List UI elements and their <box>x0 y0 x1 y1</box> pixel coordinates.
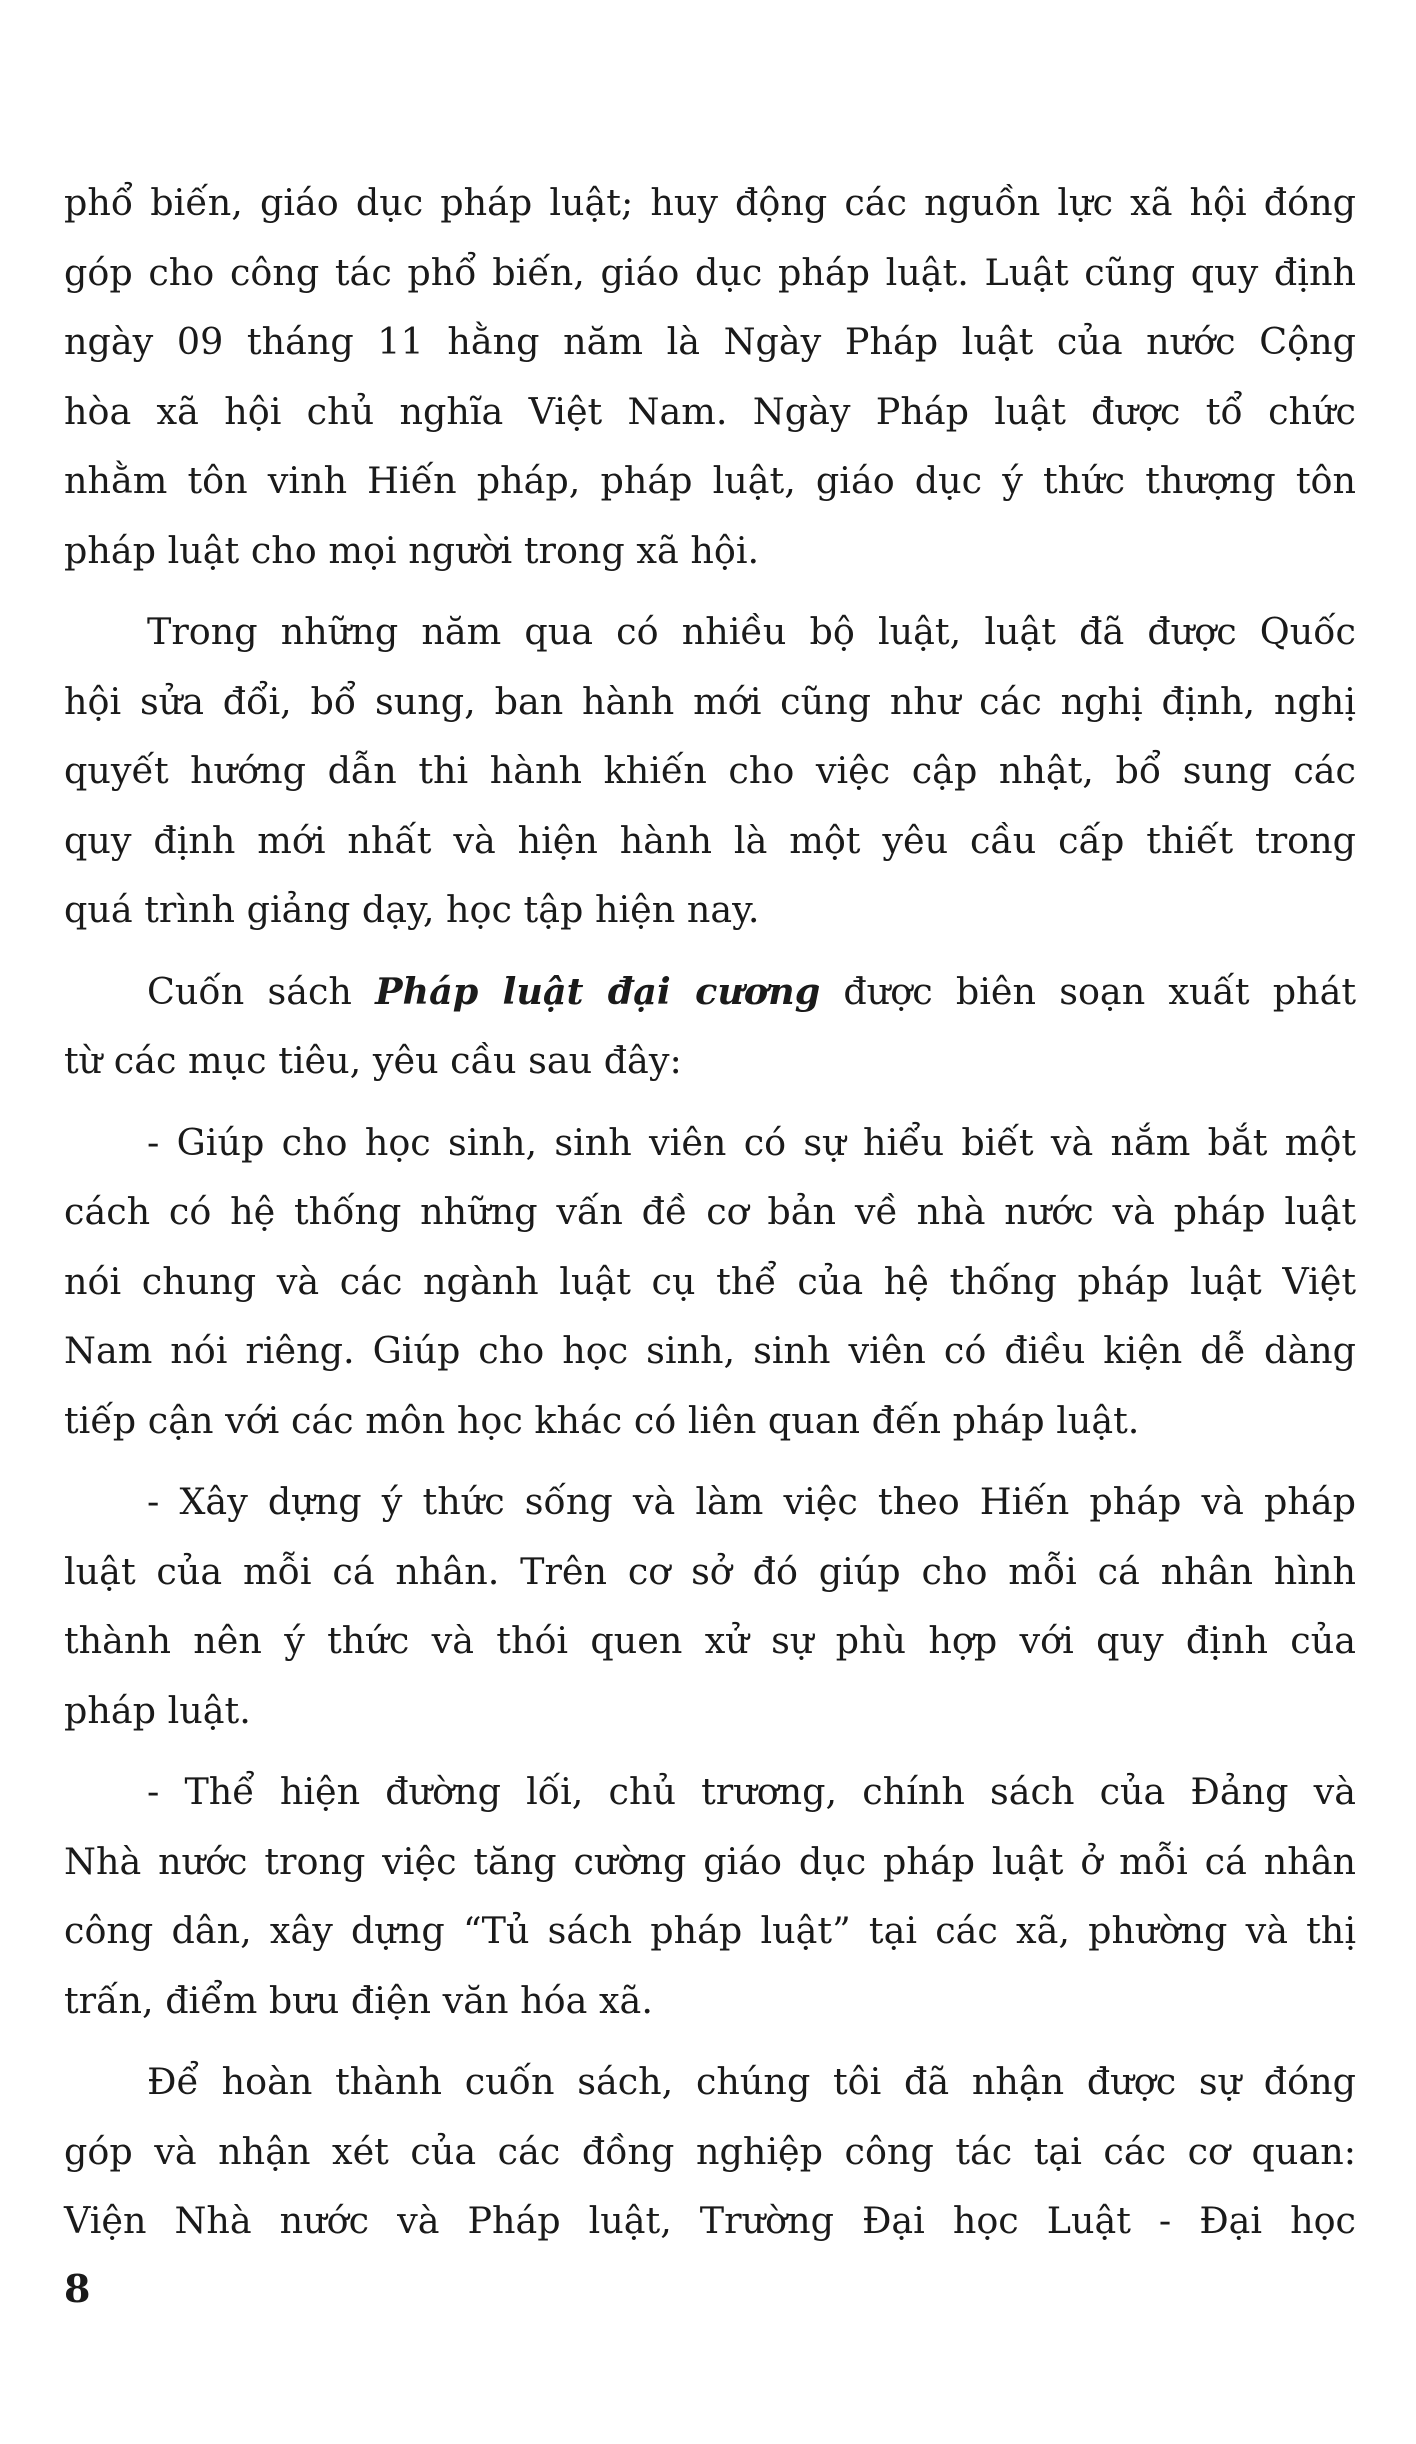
text-line: nhằm tôn vinh Hiến pháp, pháp luật, giáo dục ý thức thượng tôn <box>64 459 1356 502</box>
text-line: tiếp cận với các môn học khác có liên quan đến pháp luật. <box>64 1398 1140 1442</box>
text-line: quy định mới nhất và hiện hành là một yêu cầu cấp thiết trong <box>64 818 1356 862</box>
text-line: phổ biến, giáo dục pháp luật; huy động các nguồn lực xã hội đóng <box>64 181 1356 224</box>
text-line: Nhà nước trong việc tăng cường giáo dục pháp luật ở mỗi cá nhân <box>64 1839 1356 1883</box>
text-line <box>64 957 1356 1027</box>
text-line: - Thể hiện đường lối, chủ trương, chính sách của Đảng và <box>147 1770 1356 1813</box>
text-line: trấn, điểm bưu điện văn hóa xã. <box>64 1978 653 2022</box>
line-text: Cuốn sách <box>147 969 376 1013</box>
text-line: Nam nói riêng. Giúp cho học sinh, sinh viên có điều kiện dễ dàng <box>64 1329 1356 1372</box>
text-line: công dân, xây dựng “Tủ sách pháp luật” tại các xã, phường và thị <box>64 1909 1356 1952</box>
text-line: góp và nhận xét của các đồng nghiệp công tác tại các cơ quan: <box>64 2129 1356 2173</box>
text-line: pháp luật cho mọi người trong xã hội. <box>64 528 760 572</box>
text-line: - Xây dựng ý thức sống và làm việc theo Hiến pháp và pháp <box>147 1480 1356 1523</box>
text-line: quá trình giảng dạy, học tập hiện nay. <box>64 888 760 931</box>
body-text <box>64 168 1356 2256</box>
text-line: quyết hướng dẫn thi hành khiến cho việc cập nhật, bổ sung các <box>64 749 1356 792</box>
text-line: góp cho công tác phổ biến, giáo dục pháp luật. Luật cũng quy định <box>64 250 1356 294</box>
page-number: 8 <box>64 2266 91 2311</box>
text-line: hội sửa đổi, bổ sung, ban hành mới cũng như các nghị định, nghị <box>64 679 1356 723</box>
text-line: nói chung và các ngành luật cụ thể của hệ thống pháp luật Việt <box>64 1259 1356 1303</box>
book-title: Pháp luật đại cương <box>375 969 821 1013</box>
text-line: pháp luật. <box>64 1688 251 1732</box>
text-line: cách có hệ thống những vấn đề cơ bản về nhà nước và pháp luật <box>64 1190 1356 1233</box>
line-text: được biên soạn xuất phát <box>820 969 1356 1013</box>
text-line: từ các mục tiêu, yêu cầu sau đây: <box>64 1039 682 1082</box>
text-line: Để hoàn thành cuốn sách, chúng tôi đã nhận được sự đóng <box>147 2060 1356 2103</box>
text-line: Viện Nhà nước và Pháp luật, Trường Đại học Luật - Đại học <box>64 2199 1356 2242</box>
text-line: hòa xã hội chủ nghĩa Việt Nam. Ngày Pháp luật được tổ chức <box>64 389 1356 433</box>
text-line: thành nên ý thức và thói quen xử sự phù hợp với quy định của <box>64 1619 1356 1662</box>
text-line: ngày 09 tháng 11 hằng năm là Ngày Pháp luật của nước Cộng <box>64 320 1356 363</box>
text-line: - Giúp cho học sinh, sinh viên có sự hiểu biết và nắm bắt một <box>147 1120 1356 1164</box>
text-line: luật của mỗi cá nhân. Trên cơ sở đó giúp cho mỗi cá nhân hình <box>64 1549 1356 1593</box>
text-line: Trong những năm qua có nhiều bộ luật, luật đã được Quốc <box>147 610 1356 653</box>
